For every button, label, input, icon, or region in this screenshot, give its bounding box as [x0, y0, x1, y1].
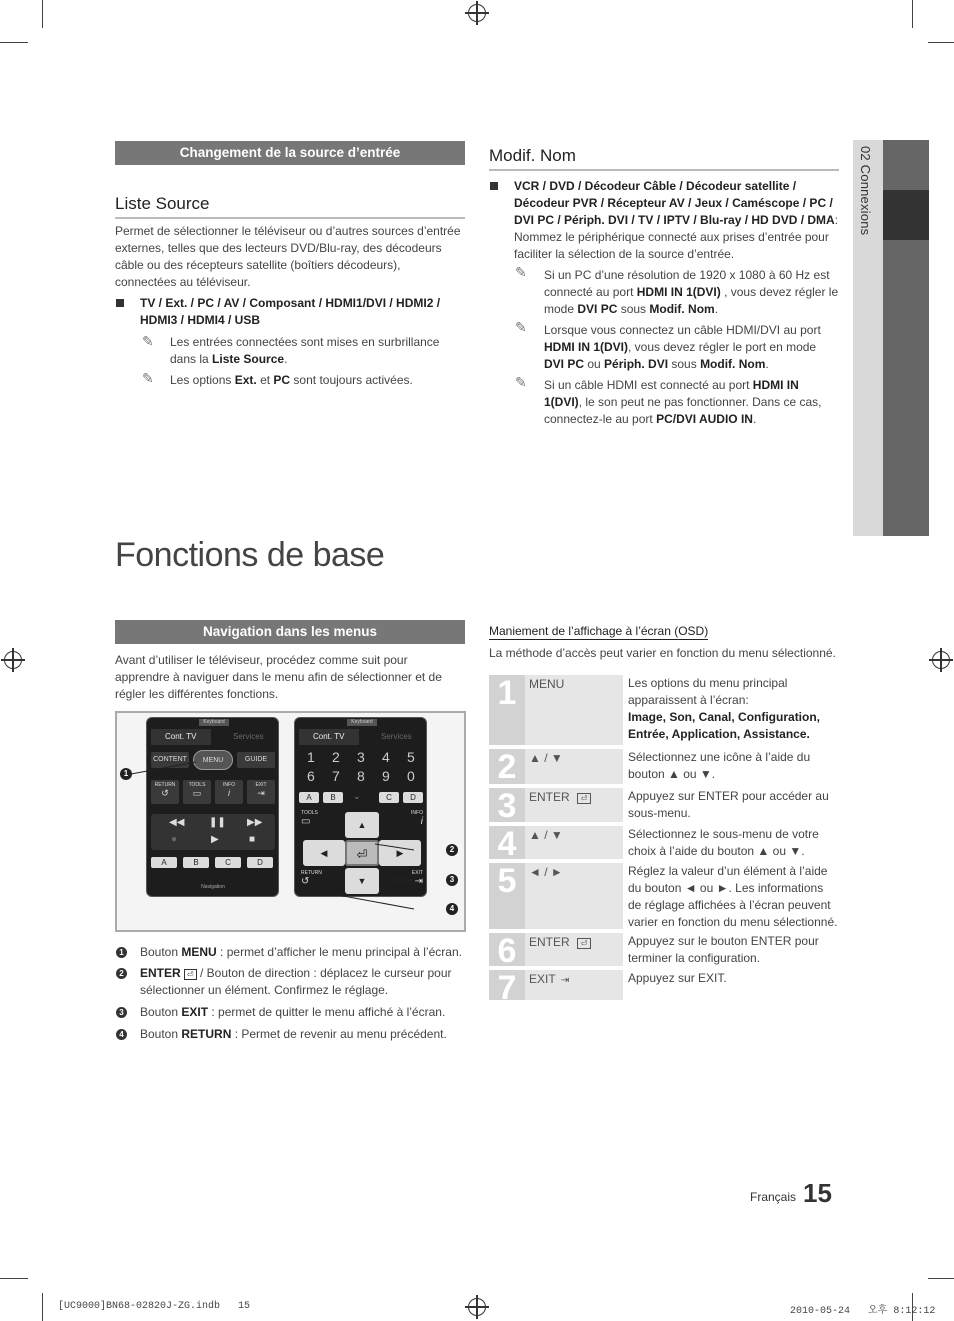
note-pencil-icon: ✎: [515, 264, 527, 280]
step-number: 7: [489, 970, 525, 1000]
keyboard-tab[interactable]: Keyboard: [199, 719, 229, 726]
registration-mark-icon: [4, 651, 22, 669]
info-icon: i: [228, 788, 230, 798]
note-text: et: [256, 373, 274, 387]
note-bold: PC/DVI AUDIO IN: [656, 412, 753, 426]
exit-label: EXIT: [255, 782, 267, 788]
navigation-intro: Avant d’utiliser le téléviseur, procédez comme suit pour apprendre à naviguer dans le menu afin de sélectionner et de régler les différentes fonctions.: [115, 653, 442, 701]
legend-text: : permet d’afficher le menu principal à l’écran.: [216, 945, 462, 959]
side-tab-marker: [883, 190, 929, 240]
source-list-line2: HDMI3 / HDMI4 / USB: [140, 313, 261, 327]
enter-icon: ⏎: [184, 969, 197, 980]
note-text: sont toujours activées.: [290, 373, 413, 387]
footer-file: [UC9000]BN68-02820J-ZG.indb 15: [58, 1301, 251, 1312]
step-desc-bold: Image, Son, Canal, Configuration, Entrée, Application, Assistance.: [628, 710, 821, 741]
digit-button[interactable]: 8: [357, 768, 365, 784]
info-label: INFO: [223, 782, 235, 788]
step-desc: Appuyez sur le bouton ENTER pour terminer la configuration.: [628, 934, 819, 965]
callout-lines: [117, 713, 464, 930]
note-text: , le son peut ne pas fonctionner. Dans ce cas, connectez-le au port: [544, 395, 822, 426]
step-key: [525, 933, 623, 966]
keyboard-tab[interactable]: Keyboard: [347, 719, 377, 726]
page-title: Fonctions de base: [115, 536, 385, 574]
osd-intro: La méthode d’accès peut varier en fonction du menu sélectionné.: [489, 646, 836, 660]
note-highlight: [170, 334, 465, 368]
digit-button[interactable]: 0: [407, 768, 415, 784]
step-number: 6: [489, 933, 525, 966]
subtitle-liste-source: Liste Source: [115, 194, 465, 219]
note-text: .: [284, 352, 288, 366]
note-bold: PC: [273, 373, 291, 387]
registration-mark-icon: [468, 1298, 486, 1316]
note-text: , vous devez régler le port en mode: [628, 340, 817, 354]
osd-row: [489, 749, 839, 784]
step-key: [525, 788, 623, 822]
step-desc: Appuyez sur EXIT.: [628, 971, 727, 985]
osd-row: [489, 863, 839, 929]
step-desc: Réglez la valeur d’un élément à l’aide du bouton ◄ ou ►. Les informations de réglage affichées à l’écran peuvent varier en fonction du menu sélectionné.: [628, 864, 838, 929]
legend-badge: 4: [116, 1029, 127, 1040]
note-text: Si un PC d’une résolution de 1920 x 1080 à 60 Hz est connecté au port: [544, 268, 830, 299]
footer-language: Français: [750, 1190, 797, 1204]
callout-badge: 1: [120, 768, 132, 780]
side-tab-label: 02 Connexions: [858, 146, 873, 236]
legend-bold: EXIT: [181, 1005, 209, 1019]
note-bold: HDMI IN 1(DVI): [544, 340, 628, 354]
crop-mark: [928, 42, 954, 43]
c-button[interactable]: C: [379, 792, 399, 803]
return-icon: ↺: [161, 788, 169, 798]
note-text: .: [714, 302, 719, 316]
legend-item: [140, 1026, 465, 1043]
digit-button[interactable]: 4: [382, 749, 390, 765]
legend-text: : Permet de revenir au menu précédent.: [231, 1027, 447, 1041]
note-bold: Modif. Nom: [700, 357, 766, 371]
tools-icon: ▭: [301, 816, 311, 827]
crop-mark: [42, 1293, 43, 1321]
b-button[interactable]: B: [183, 857, 209, 868]
fast-forward-icon[interactable]: ▶▶: [247, 817, 263, 828]
a-button[interactable]: A: [299, 792, 319, 803]
tab-services[interactable]: Services: [233, 732, 264, 741]
step-number: 2: [489, 749, 525, 784]
osd-row: [489, 675, 839, 745]
osd-heading: Maniement de l’affichage à l’écran (OSD): [489, 624, 709, 638]
callout-badge: 3: [446, 874, 458, 886]
note-bold: HDMI IN 1(DVI): [544, 378, 799, 409]
navigation-label: Navigation: [201, 884, 225, 890]
callout-badge: 4: [446, 903, 458, 915]
note-text: Si un câble HDMI est connecté au port: [544, 378, 753, 392]
step-number: 5: [489, 863, 525, 929]
device-list-desc: : Nommez le périphérique connecté aux prises d’entrée pour faciliter la sélection de la source d’entrée.: [514, 213, 839, 261]
note-bold: DVI PC: [577, 302, 618, 316]
note-pencil-icon: ✎: [515, 319, 527, 335]
down-arrow-button[interactable]: ▼: [345, 868, 379, 894]
note-text: ou: [584, 357, 605, 371]
digit-button[interactable]: 5: [407, 749, 415, 765]
step-key-text: EXIT: [529, 972, 556, 986]
note-bold: HDMI IN 1(DVI): [636, 285, 721, 299]
note-options: [170, 372, 465, 389]
legend-item: [140, 965, 465, 999]
note-pencil-icon: ✎: [142, 370, 154, 386]
return-label: RETURN: [301, 870, 322, 876]
exit-icon: ⇥: [560, 975, 570, 986]
note-text: Lorsque vous connectez un câble HDMI/DVI au port: [544, 323, 821, 337]
chevron-down-icon[interactable]: ⌄: [353, 791, 361, 801]
return-label: RETURN: [154, 782, 176, 788]
step-desc-text: Les options du menu principal apparaissent à l’écran:: [628, 676, 788, 707]
d-button[interactable]: D: [403, 792, 423, 803]
note-bold: DVI PC: [544, 357, 585, 371]
step-desc: Appuyez sur ENTER pour accéder au sous-menu.: [628, 789, 829, 820]
d-button[interactable]: D: [247, 857, 273, 868]
note-text: sous: [617, 302, 650, 316]
legend-text: / Bouton de direction : déplacez le curseur pour sélectionner un élément. Confirmez le réglage.: [140, 966, 452, 997]
step-key: ▲ / ▼: [525, 826, 623, 859]
step-number: 3: [489, 788, 525, 822]
note-text: Les entrées connectées sont mises en surbrillance dans la: [170, 335, 440, 366]
right-arrow-button[interactable]: ▶: [379, 840, 421, 866]
crop-mark: [928, 1278, 954, 1279]
step-key-text: ENTER: [529, 935, 570, 949]
info-label: INFO: [411, 810, 423, 816]
note-text: sous: [668, 357, 701, 371]
osd-row: [489, 787, 839, 825]
legend-badge: 1: [116, 947, 127, 958]
bullet-square-icon: [490, 182, 498, 190]
legend-badge: 3: [116, 1007, 127, 1018]
digit-button[interactable]: 1: [307, 749, 315, 765]
legend-text: Bouton: [140, 1027, 182, 1041]
legend-bold: RETURN: [181, 1027, 232, 1041]
note-text: Les options: [170, 373, 235, 387]
step-desc: [628, 675, 838, 743]
digit-button[interactable]: 2: [332, 749, 340, 765]
osd-row: [489, 825, 839, 863]
legend-text: Bouton: [140, 1005, 182, 1019]
stop-icon[interactable]: ■: [249, 834, 256, 845]
note-hdmi-audio: [544, 377, 839, 428]
play-icon[interactable]: ▶: [211, 834, 219, 845]
tools-label: TOOLS: [301, 810, 318, 816]
rewind-icon[interactable]: ◀◀: [169, 817, 185, 828]
return-icon: ↺: [301, 876, 310, 887]
step-key: MENU: [525, 675, 623, 745]
section-bar-source: Changement de la source d’entrée: [115, 141, 465, 165]
page-number: 15: [803, 1178, 832, 1208]
registration-mark-icon: [468, 4, 486, 22]
tab-cont-tv[interactable]: Cont. TV: [151, 729, 211, 745]
subtitle-modif-nom: Modif. Nom: [489, 146, 839, 171]
digit-button[interactable]: 7: [332, 768, 340, 784]
note-text: , vous devez régler le mode: [544, 285, 839, 316]
note-bold: Ext.: [234, 373, 257, 387]
content-button[interactable]: CONTENT: [151, 752, 189, 768]
left-arrow-button[interactable]: ◀: [303, 840, 345, 866]
exit-label: EXIT: [411, 870, 423, 876]
crop-mark: [912, 0, 913, 28]
crop-mark: [42, 0, 43, 28]
digit-button[interactable]: 3: [357, 749, 365, 765]
note-text: .: [752, 412, 757, 426]
device-list: VCR / DVD / Décodeur Câble / Décodeur satellite / Décodeur PVR / Récepteur AV / Jeux / Caméscope / PC / DVI PC / Périph. DVI / TV / IPTV / Blu-ray / HD DVD / DMA: [514, 179, 835, 227]
bullet-square-icon: [116, 299, 124, 307]
step-key: [525, 970, 623, 1000]
note-bold: Modif. Nom: [649, 302, 715, 316]
info-icon: i: [420, 816, 423, 827]
step-number: 1: [489, 675, 525, 745]
osd-row: [489, 932, 839, 970]
footer-date: 2010-05-24 오후 8:12:12: [790, 1306, 936, 1317]
crop-mark: [0, 42, 28, 43]
note-bold: Liste Source: [212, 352, 285, 366]
legend-bold: ENTER: [140, 966, 181, 980]
exit-icon: ⇥: [414, 876, 423, 887]
registration-mark-icon: [932, 651, 950, 669]
remote-illustration: [115, 711, 466, 932]
enter-icon: ⏎: [577, 938, 591, 949]
note-pc-resolution: [544, 267, 839, 318]
exit-icon: ⇥: [257, 788, 265, 798]
legend-text: Bouton: [140, 945, 182, 959]
digit-button[interactable]: 9: [382, 768, 390, 784]
tools-label: TOOLS: [188, 782, 206, 788]
tab-cont-tv[interactable]: Cont. TV: [299, 729, 359, 745]
legend-item: [140, 1004, 465, 1021]
legend-item: [140, 944, 465, 961]
modif-nom-bullet: [514, 178, 839, 263]
enter-button[interactable]: ⏎: [345, 840, 379, 866]
note-hdmi-dvi: [544, 322, 839, 373]
menu-button[interactable]: MENU: [193, 750, 233, 770]
step-key: ▲ / ▼: [525, 749, 623, 784]
legend-bold: MENU: [181, 945, 217, 959]
step-key: ◄ / ►: [525, 863, 623, 929]
osd-row: [489, 969, 839, 1007]
source-list-line1: TV / Ext. / PC / AV / Composant / HDMI1/DVI / HDMI2 /: [140, 296, 441, 310]
legend-badge: 2: [116, 968, 127, 979]
step-desc: Sélectionnez une icône à l’aide du bouton ▲ ou ▼.: [628, 750, 811, 781]
pause-icon[interactable]: ❚❚: [209, 817, 226, 828]
b-button[interactable]: B: [323, 792, 343, 803]
note-pencil-icon: ✎: [515, 374, 527, 390]
note-bold: Périph. DVI: [604, 357, 669, 371]
up-arrow-button[interactable]: ▲: [345, 812, 379, 838]
tab-services[interactable]: Services: [381, 732, 412, 741]
note-text: .: [765, 357, 769, 371]
step-number: 4: [489, 826, 525, 859]
record-icon[interactable]: ●: [171, 834, 178, 845]
legend-text: : permet de quitter le menu affiché à l’écran.: [208, 1005, 446, 1019]
source-list-bullet: [140, 295, 465, 329]
a-button[interactable]: A: [151, 857, 177, 868]
section-bar-navigation: Navigation dans les menus: [115, 620, 465, 644]
digit-button[interactable]: 6: [307, 768, 315, 784]
note-pencil-icon: ✎: [142, 333, 154, 349]
crop-mark: [0, 1278, 28, 1279]
tools-icon: ▭: [192, 788, 202, 798]
guide-button[interactable]: GUIDE: [237, 752, 275, 768]
step-key-text: ENTER: [529, 790, 570, 804]
enter-icon: ⏎: [577, 793, 591, 804]
liste-source-intro: Permet de sélectionner le téléviseur ou d’autres sources d’entrée externes, telles que des lecteurs DVD/Blu-ray, des décodeurs câble ou des récepteurs satellite (boîtiers décodeurs), connectées au téléviseur.: [115, 224, 461, 289]
c-button[interactable]: C: [215, 857, 241, 868]
step-desc: Sélectionnez le sous-menu de votre choix à l’aide du bouton ▲ ou ▼.: [628, 827, 819, 858]
callout-badge: 2: [446, 844, 458, 856]
